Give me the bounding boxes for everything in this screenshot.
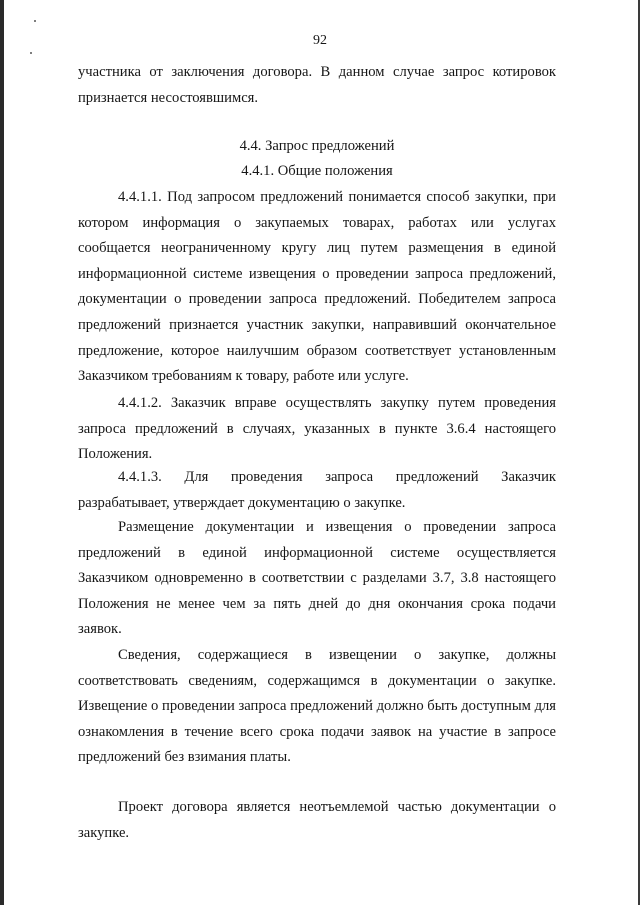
scan-speck	[34, 20, 36, 22]
section-heading: 4.4. Запрос предложений	[239, 138, 395, 154]
paragraph-4-4-1-2: 4.4.1.2. Заказчик вправе осуществлять закупку путем проведения запроса предложений в случаях, указанных в пункте 3.6.4 настоящего Положения.	[78, 395, 556, 463]
page-number: 92	[313, 33, 327, 48]
paragraph-placement: Размещение документации и извещения о проведении запроса предложений в единой информационной системе осуществляется Заказчиком одновременно в соответствии с разделами 3.7, 3.8 настоящего Положения не менее чем за пять дней до дня окончания срока подачи заявок.	[78, 519, 556, 638]
paragraph-notice-info: Сведения, содержащиеся в извещении о закупке, должны соответствовать сведениям, содержащимся в документации о закупке. Извещение о проведении запроса предложений должно быть доступным для ознакомления в течение всего срока подачи заявок на участие в запросе предложений без взимания платы.	[78, 647, 556, 766]
paragraph-draft-contract: Проект договора является неотъемлемой частью документации о закупке.	[78, 799, 556, 841]
paragraph-4-4-1-1: 4.4.1.1. Под запросом предложений понимается способ закупки, при котором информация о закупаемых товарах, работах или услугах сообщается неограниченному кругу лиц путем размещения в единой информационной системе извещения о проведении запроса предложений, документации о проведении запроса предложений. Победителем запроса предложений признается участник закупки, направивший окончательное предложение, которое наилучшим образом соответствует установленным Заказчиком требованиям к товару, работе или услуге.	[78, 189, 556, 385]
scan-left-edge	[0, 0, 4, 905]
paragraph-continuation: участника от заключения договора. В данном случае запрос котировок признается несостоявшимся.	[78, 64, 556, 106]
paragraph-4-4-1-3: 4.4.1.3. Для проведения запроса предложений Заказчик разрабатывает, утверждает документацию о закупке.	[78, 469, 556, 511]
subsection-heading: 4.4.1. Общие положения	[241, 163, 393, 179]
scan-speck	[30, 52, 32, 54]
